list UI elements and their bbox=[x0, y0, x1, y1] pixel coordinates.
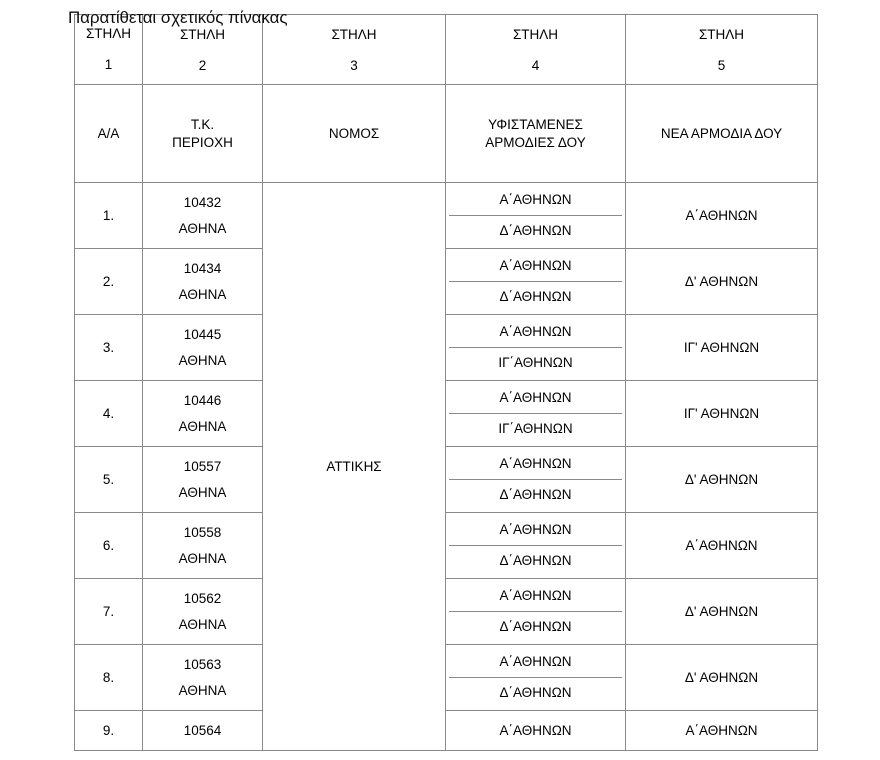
column-header-aa-line-1: Α/Α bbox=[97, 125, 120, 141]
cell-aa-text: 9. bbox=[102, 723, 115, 738]
cell-tk-area-text: ΑΘΗΝΑ bbox=[178, 419, 227, 435]
cell-existing-doy bbox=[446, 513, 626, 579]
table-container bbox=[74, 14, 817, 738]
table-row bbox=[75, 579, 818, 645]
cell-existing-doy bbox=[446, 447, 626, 513]
cell-aa-text: 4. bbox=[102, 406, 115, 421]
cell-existing-doy bbox=[446, 315, 626, 381]
column-header-new-doy bbox=[626, 85, 818, 183]
column-header-nomos-line-1: ΝΟΜΟΣ bbox=[328, 125, 380, 141]
column-number-header-inner bbox=[449, 25, 622, 75]
cell-tk-area bbox=[143, 315, 263, 381]
column-number-label-2: ΣΤΗΛΗ bbox=[179, 26, 226, 42]
cell-existing-doy-sub: Δ΄ΑΘΗΝΩΝ bbox=[499, 552, 572, 568]
column-number-header-inner bbox=[78, 25, 139, 74]
cell-tk-area-text: ΑΘΗΝΑ bbox=[178, 551, 227, 567]
doy-reassignment-table bbox=[74, 14, 818, 751]
column-number-value-5: 5 bbox=[717, 57, 726, 73]
cell-new-doy-text: ΙΓ' ΑΘΗΝΩΝ bbox=[683, 340, 760, 355]
table-row bbox=[75, 513, 818, 579]
cell-tk-area-inner bbox=[146, 185, 259, 246]
cell-tk-area-text: ΑΘΗΝΑ bbox=[178, 617, 227, 633]
cell-existing-doy-sub: Δ΄ΑΘΗΝΩΝ bbox=[499, 684, 572, 700]
cell-existing-doy-sub: Α΄ΑΘΗΝΩΝ bbox=[449, 515, 622, 546]
cell-aa-text: 7. bbox=[102, 604, 115, 619]
cell-tk-area-text: ΑΘΗΝΑ bbox=[178, 287, 227, 303]
cell-tk-area-inner bbox=[146, 251, 259, 312]
column-header-tk-area bbox=[143, 85, 263, 183]
column-header-aa bbox=[75, 85, 143, 183]
cell-existing-doy bbox=[446, 381, 626, 447]
cell-existing-doy-sub: Α΄ΑΘΗΝΩΝ bbox=[449, 185, 622, 216]
column-number-header-inner bbox=[146, 25, 259, 75]
column-number-label-5: ΣΤΗΛΗ bbox=[698, 26, 745, 42]
table-body bbox=[75, 15, 818, 751]
cell-tk-code-text: 10432 bbox=[183, 194, 222, 210]
cell-aa bbox=[75, 513, 143, 579]
cell-tk-area bbox=[143, 249, 263, 315]
table-row bbox=[75, 711, 818, 751]
column-number-value-1: 1 bbox=[104, 57, 113, 72]
cell-existing-doy-sub: Α΄ΑΘΗΝΩΝ bbox=[449, 383, 622, 414]
cell-aa bbox=[75, 645, 143, 711]
cell-existing-doy bbox=[446, 711, 626, 751]
cell-existing-doy-sub: Δ΄ΑΘΗΝΩΝ bbox=[499, 486, 572, 502]
cell-existing-doy bbox=[446, 249, 626, 315]
cell-new-doy bbox=[626, 711, 818, 751]
cell-tk-area bbox=[143, 711, 263, 751]
cell-tk-code-text: 10558 bbox=[183, 524, 222, 540]
cell-tk-code-text: 10446 bbox=[183, 392, 222, 408]
column-number-header-inner bbox=[266, 25, 442, 75]
cell-new-doy-text: Δ' ΑΘΗΝΩΝ bbox=[684, 670, 759, 685]
column-number-header-3 bbox=[263, 15, 446, 85]
table-row bbox=[75, 447, 818, 513]
column-number-label-4: ΣΤΗΛΗ bbox=[512, 26, 559, 42]
column-header-tk-area-line-1: Τ.Κ. bbox=[190, 116, 215, 132]
cell-aa bbox=[75, 711, 143, 751]
cell-aa-text: 8. bbox=[102, 670, 115, 685]
cell-aa-text: 1. bbox=[102, 208, 115, 223]
column-header-existing-doy bbox=[446, 85, 626, 183]
cell-new-doy bbox=[626, 513, 818, 579]
cell-aa-text: 6. bbox=[102, 538, 115, 553]
cell-new-doy bbox=[626, 447, 818, 513]
cell-new-doy-text: Δ' ΑΘΗΝΩΝ bbox=[684, 472, 759, 487]
cell-new-doy-text: Α΄ΑΘΗΝΩΝ bbox=[685, 538, 758, 553]
cell-tk-area-inner bbox=[146, 515, 259, 576]
column-header-nomos bbox=[263, 85, 446, 183]
cell-tk-area-text: ΑΘΗΝΑ bbox=[178, 221, 227, 237]
cell-new-doy bbox=[626, 249, 818, 315]
column-number-header-5 bbox=[626, 15, 818, 85]
cell-aa-text: 2. bbox=[102, 274, 115, 289]
cell-new-doy-text: ΙΓ' ΑΘΗΝΩΝ bbox=[683, 406, 760, 421]
table-row bbox=[75, 249, 818, 315]
column-header-tk-area-inner bbox=[146, 116, 259, 152]
cell-existing-doy bbox=[446, 645, 626, 711]
column-number-label-1: ΣΤΗΛΗ bbox=[85, 26, 132, 41]
table-row bbox=[75, 645, 818, 711]
cell-existing-doy-sub: Α΄ΑΘΗΝΩΝ bbox=[499, 723, 572, 738]
cell-tk-area-text: ΑΘΗΝΑ bbox=[178, 353, 227, 369]
cell-tk-code-text: 10434 bbox=[183, 260, 222, 276]
table-row bbox=[75, 381, 818, 447]
cell-nomos-merged bbox=[263, 183, 446, 751]
cell-tk-area-inner bbox=[146, 383, 259, 444]
cell-new-doy-text: Α΄ΑΘΗΝΩΝ bbox=[685, 723, 758, 738]
cell-aa-text: 5. bbox=[102, 472, 115, 487]
column-number-value-4: 4 bbox=[531, 57, 540, 73]
cell-tk-code-text: 10445 bbox=[183, 326, 222, 342]
cell-aa bbox=[75, 579, 143, 645]
column-number-header-4 bbox=[446, 15, 626, 85]
cell-tk-code-text: 10557 bbox=[183, 458, 222, 474]
header-row-column-names bbox=[75, 85, 818, 183]
cell-new-doy-text: Δ' ΑΘΗΝΩΝ bbox=[684, 604, 759, 619]
cell-existing-doy-sub: Α΄ΑΘΗΝΩΝ bbox=[449, 317, 622, 348]
column-header-existing-doy-line-1: ΥΦΙΣΤΑΜΕΝΕΣ bbox=[488, 116, 583, 132]
column-number-label-3: ΣΤΗΛΗ bbox=[331, 26, 377, 42]
cell-existing-doy bbox=[446, 183, 626, 249]
column-number-value-2: 2 bbox=[198, 57, 207, 73]
column-header-nomos-inner bbox=[266, 125, 442, 143]
cell-existing-doy-sub: Δ΄ΑΘΗΝΩΝ bbox=[499, 288, 572, 304]
cell-tk-area bbox=[143, 183, 263, 249]
cell-new-doy-text: Α΄ΑΘΗΝΩΝ bbox=[685, 208, 758, 223]
cell-tk-area-text: ΑΘΗΝΑ bbox=[178, 485, 227, 501]
cell-new-doy bbox=[626, 579, 818, 645]
cell-aa bbox=[75, 249, 143, 315]
cell-aa bbox=[75, 183, 143, 249]
cell-new-doy bbox=[626, 183, 818, 249]
cell-existing-doy-sub: Δ΄ΑΘΗΝΩΝ bbox=[499, 222, 572, 238]
cell-tk-area-inner bbox=[146, 581, 259, 642]
cell-tk-area bbox=[143, 447, 263, 513]
cell-existing-doy-sub: Δ΄ΑΘΗΝΩΝ bbox=[499, 618, 572, 634]
cell-existing-doy-sub: ΙΓ΄ΑΘΗΝΩΝ bbox=[498, 354, 573, 370]
cell-nomos-text: ΑΤΤΙΚΗΣ bbox=[326, 459, 382, 474]
cell-tk-area-inner bbox=[146, 713, 259, 748]
cell-tk-area-inner bbox=[146, 317, 259, 378]
column-header-aa-inner bbox=[78, 125, 139, 143]
cell-aa bbox=[75, 315, 143, 381]
table-row bbox=[75, 183, 818, 249]
cell-existing-doy-sub: Α΄ΑΘΗΝΩΝ bbox=[449, 449, 622, 480]
cell-new-doy bbox=[626, 645, 818, 711]
cell-tk-code-text: 10563 bbox=[183, 656, 222, 672]
cell-existing-doy-sub: ΙΓ΄ΑΘΗΝΩΝ bbox=[498, 420, 573, 436]
cell-tk-area bbox=[143, 645, 263, 711]
cell-new-doy-text: Δ' ΑΘΗΝΩΝ bbox=[684, 274, 759, 289]
cell-new-doy bbox=[626, 315, 818, 381]
cell-tk-code-text: 10564 bbox=[183, 723, 222, 738]
cell-existing-doy-sub: Α΄ΑΘΗΝΩΝ bbox=[449, 251, 622, 282]
cell-existing-doy-sub: Α΄ΑΘΗΝΩΝ bbox=[449, 647, 622, 678]
cell-tk-area-inner bbox=[146, 449, 259, 510]
column-header-existing-doy-inner bbox=[449, 116, 622, 152]
column-number-value-3: 3 bbox=[350, 57, 358, 73]
table-row bbox=[75, 315, 818, 381]
column-header-tk-area-line-2: ΠΕΡΙΟΧΗ bbox=[172, 134, 233, 150]
cell-tk-area bbox=[143, 579, 263, 645]
column-number-header-inner bbox=[629, 25, 814, 75]
cell-aa bbox=[75, 447, 143, 513]
cell-existing-doy bbox=[446, 579, 626, 645]
cell-tk-area-inner bbox=[146, 647, 259, 708]
column-header-new-doy-line-1: ΝΕΑ ΑΡΜΟΔΙΑ ΔΟΥ bbox=[660, 125, 783, 141]
cell-aa bbox=[75, 381, 143, 447]
cell-tk-area-text: ΑΘΗΝΑ bbox=[178, 683, 227, 699]
column-header-new-doy-inner bbox=[629, 125, 814, 143]
cell-tk-area bbox=[143, 381, 263, 447]
cell-tk-code-text: 10562 bbox=[183, 590, 222, 606]
overlay-caption: Παρατίθεται σχετικός πίνακας bbox=[68, 8, 288, 27]
cell-existing-doy-sub: Α΄ΑΘΗΝΩΝ bbox=[449, 581, 622, 612]
cell-new-doy bbox=[626, 381, 818, 447]
cell-aa-text: 3. bbox=[102, 340, 115, 355]
column-header-existing-doy-line-2: ΑΡΜΟΔΙΕΣ ΔΟΥ bbox=[485, 134, 586, 150]
cell-tk-area bbox=[143, 513, 263, 579]
